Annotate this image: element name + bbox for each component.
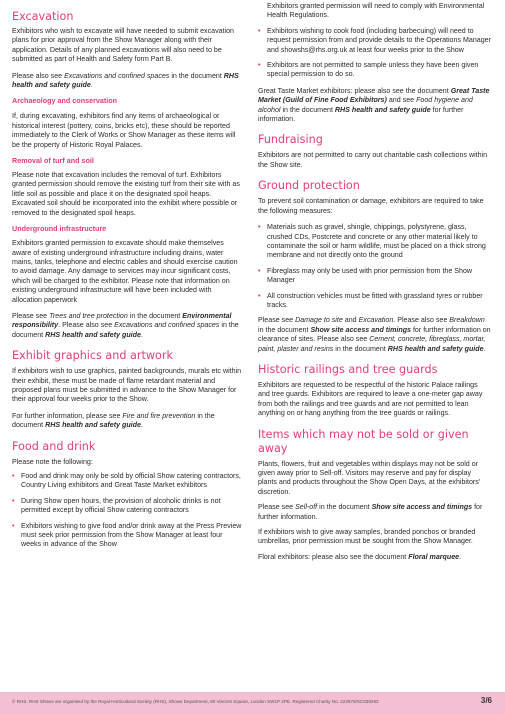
section-heading-items-not-sold: Items which may not be sold or given away: [258, 427, 469, 455]
infrastructure-paragraph: Exhibitors granted permission to excavate should make themselves aware of existing underground infrastructure including drains, water mains, tanks, telephone and electric cables and should exercise caution to avoid damage. Any damage to services may incur significant costs, which will be charged to the exhibitor. Please note that information on existing underground infrastructure will have been included with allocation paperwork: [12, 239, 238, 304]
ground-bullet: • All construction vehicles must be fitted with grassland tyres or rubber tracks.: [258, 292, 491, 311]
food-bullet: • Exhibitors wishing to cook food (including barbecuing) will need to request permission from and provide details to the Operations Manager and showshs@rhs.org.uk at least four weeks prior to the Show: [258, 27, 491, 55]
ground-see-also: Please see Damage to site and Excavation. Please also see Breakdown in the document Show site access and timings for further information on clearance of sites. Please also see Cement, concrete, fibreglass, mortar, paint, plaster and resins in the document RHS health and safety guide.: [258, 316, 491, 353]
page-number: 3/6: [480, 696, 492, 705]
great-taste-note: Great Taste Market exhibitors: please also see the document Great Taste Market (Guild of Fine Food Exhibitors) and see Food hygiene and alcohol in the document RHS health and safety guide for further information.: [258, 86, 490, 124]
ground-intro: To prevent soil contamination or damage, exhibitors are required to take the following measures:: [258, 197, 484, 215]
section-heading-excavation: Excavation: [12, 10, 74, 23]
subheading-archaeology: Archaeology and conservation: [12, 96, 118, 106]
food-bullet-list: [12, 472, 243, 550]
infrastructure-see-also: Please see Trees and tree protection in the document Environmental responsibility. Please also see Excavations and confined spaces in the document RHS health and safety guide.: [12, 311, 239, 339]
floral-note: Floral exhibitors: please also see the document Floral marquee.: [258, 552, 462, 561]
ground-bullet: • Fibreglass may only be used with prior permission from the Show Manager: [258, 267, 491, 286]
food-bullet: • Exhibitors are not permitted to sample unless they have been given special permission to do so.: [258, 61, 491, 80]
right-column: [258, 0, 491, 562]
not-sold-paragraph: Plants, flowers, fruit and vegetables within displays may not be sold or given away prior to Sell-off. Visitors may reserve and pay for display plants and products throughout the Show Open Days, at the exhibitors' discretion.: [258, 459, 481, 496]
ground-bullet-list: [258, 223, 491, 310]
food-intro: Please note the following:: [12, 457, 93, 466]
ground-bullet: • Materials such as gravel, shingle, chippings, polystyrene, glass, crushed CDs, Postcrete and concrete or any other material likely to contaminate the soil or harm wildlife, must be placed on a thick strong membrane and not directly onto the ground: [258, 223, 491, 261]
section-heading-food: Food and drink: [12, 439, 96, 453]
food-bullet: • During Show open hours, the provision of alcoholic drinks is not permitted except by official Show catering contractors: [12, 497, 243, 516]
railings-paragraph: Exhibitors are requested to be respectful of the historic Palace railings and tree guards. Exhibitors are required to leave a one-meter gap away from both the railings and tree guards and are not permitted to lean anything on or hang anything from the tree guards or railings.: [258, 380, 483, 418]
turf-paragraph: Please note that excavation includes the removal of turf. Exhibitors granted permission should remove the existing turf from their site with as little soil as possible and place it on the designated spoil heaps. Excavated soil should be incorporated into the exhibit where possible or removed to the designated spoil heaps.: [12, 171, 240, 217]
section-heading-historic-railings: Historic railings and tree guards: [258, 362, 438, 376]
archaeology-paragraph: If, during excavating, exhibitors find any items of archaeological or historical interest (pottery, coins, bricks etc), these should be reported immediately to the Clerk of Works or Show Manager as these items will be the property of Historic Royal Palaces.: [12, 112, 236, 149]
left-column: [12, 0, 243, 550]
section-heading-graphics: Exhibit graphics and artwork: [12, 349, 173, 363]
fundraising-paragraph: Exhibitors are not permitted to carry out charitable cash collections within the Show site.: [258, 151, 488, 169]
graphics-see-also: For further information, please see Fire and fire prevention in the document RHS health and safety guide.: [12, 411, 215, 430]
food-bullet: • Exhibitors wishing to give food and/or drink away at the Press Preview must seek prior permission from the Show Manager at least four weeks in advance of the Show: [12, 522, 243, 550]
section-heading-fundraising: Fundraising: [258, 133, 323, 147]
graphics-paragraph: If exhibitors wish to use graphics, painted backgrounds, murals etc within their exhibit, these must be made of flame retardant material and proposed plans must be submitted in advance to the Show Manager for their approval four weeks prior to the Show.: [12, 367, 242, 404]
food-bullet: • Food and drink may only be sold by official Show catering contractors, Country Living exhibitors and Great Taste Market exhibitors: [12, 472, 243, 491]
page-footer: [0, 692, 505, 714]
food-continuation: Exhibitors granted permission will need to comply with Environmental Health Regulations.: [267, 2, 485, 20]
subheading-infrastructure: Underground infrastructure: [12, 224, 107, 234]
section-heading-ground-protection: Ground protection: [258, 179, 360, 193]
giveaway-paragraph: If exhibitors wish to give away samples, branded ponchos or branded umbrellas, prior permission must be sought from the Show Manager.: [258, 528, 476, 546]
food-bullet-list-continued: [258, 27, 491, 80]
excavation-see-also: Please also see Excavations and confined spaces in the document RHS health and safety guide.: [12, 71, 239, 90]
footer-legal-text: © RHS. RHS Shows are organised by the Royal Horticultural Society (RHS), Shows Department, 80 Vincent Square, London SW1P 2PE. Registered Charity No. 222879/SC038262: [12, 699, 379, 704]
sell-off-see-also: Please see Sell-off in the document Show site access and timings for further information.: [258, 503, 483, 521]
subheading-turf-soil: Removal of turf and soil: [12, 156, 94, 166]
excavation-paragraph: Exhibitors who wish to excavate will have needed to submit excavation plans for prior approval from the Show Manager along with their application. Details of any planned excavations will also need to be submitted as part of Health and Safety form Part B.: [12, 27, 234, 64]
